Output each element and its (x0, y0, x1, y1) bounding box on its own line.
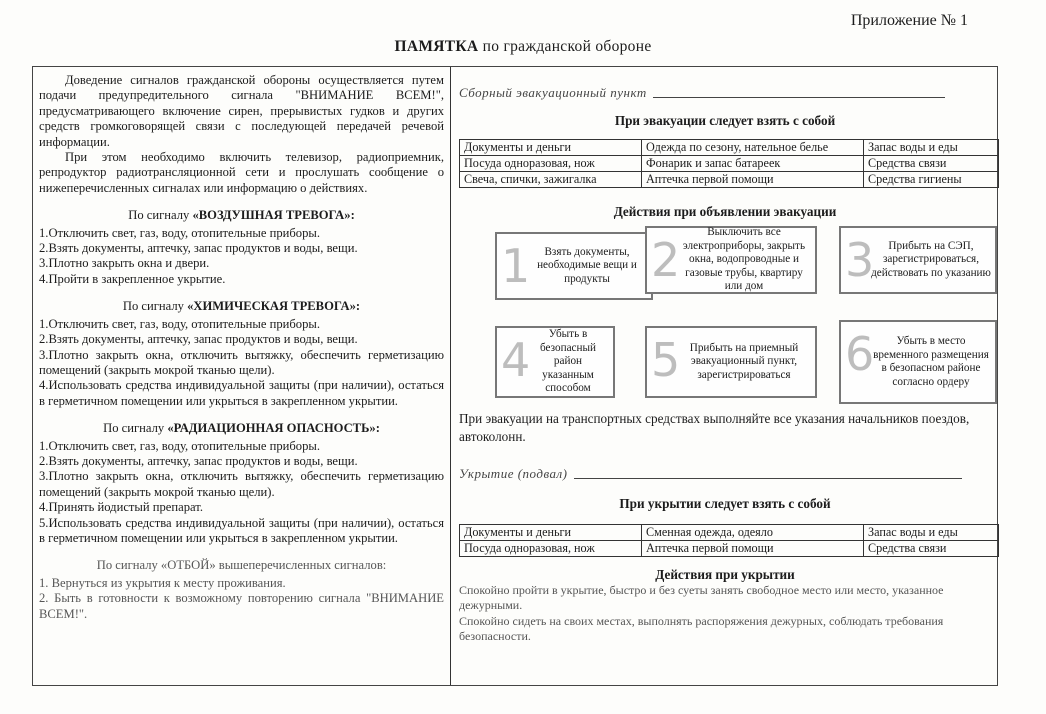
section-name: «ХИМИЧЕСКАЯ ТРЕВОГА»: (187, 299, 361, 314)
appendix-label: Приложение № 1 (850, 12, 968, 29)
list-item: 1.Отключить свет, газ, воду, отопительные приборы. (39, 438, 321, 453)
shelter-items-table (459, 524, 999, 557)
blank-line (574, 478, 962, 479)
step-text: Убыть в место временного размещения в безопасном районе согласно ордеру (873, 335, 989, 388)
intro-paragraph-2: При этом необходимо включить телевизор, радиоприемник, репродуктор радиотрансляционной сети и прослушать сообщение о нижеперечисленных сигналах или информацию о действиях. (39, 150, 444, 195)
shelter-action: Спокойно пройти в укрытие, быстро и без суеты занять свободное место или место, указанное дежурными. (459, 583, 944, 613)
evac-items-table (459, 139, 999, 188)
evac-take-heading: При эвакуации следует взять с собой (614, 113, 836, 128)
evac-point-label: Сборный эвакуационный пункт (459, 85, 647, 100)
page-title (0, 38, 1046, 56)
table-row (460, 525, 999, 541)
table-cell: Запас воды и еды (864, 140, 999, 156)
evacuation-column (453, 67, 997, 685)
list-item: 1.Отключить свет, газ, воду, отопительные приборы. (39, 225, 321, 240)
section-radiation (39, 421, 444, 546)
table-row (460, 140, 999, 156)
list-item: 2.Взять документы, аптечку, запас продуктов и воды, вещи. (39, 332, 358, 347)
step-number: 3 (845, 233, 875, 287)
list-item: 1. Вернуться из укрытия к месту проживания. (39, 575, 286, 590)
step-text: Выключить все электроприборы, закрыть окна, водопроводные и газовые трубы, квартиру или дом (682, 226, 806, 293)
table-cell: Средства связи (864, 156, 999, 172)
table-cell: Документы и деньги (460, 140, 642, 156)
list-item: 2.Взять документы, аптечку, запас продуктов и воды, вещи. (39, 241, 358, 256)
table-cell: Посуда одноразовая, нож (460, 156, 642, 172)
title-bold: ПАМЯТКА (394, 38, 479, 55)
step-box-1 (495, 232, 653, 300)
table-cell: Средства гигиены (864, 172, 999, 188)
intro-paragraph: Доведение сигналов гражданской обороны осуществляется путем подачи предупредительного сигнала "ВНИМАНИЕ ВСЕМ!", предусматривающего включение сирен, прерывистых гудков и других средств громкоговорящей связи с последующей передачей речевой информации. (39, 73, 444, 149)
list-item: 3.Плотно закрыть окна и двери. (39, 256, 210, 271)
table-cell: Свеча, спички, зажигалка (460, 172, 642, 188)
section-heading: По сигналу «ОТБОЙ» вышеперечисленных сигналов: (96, 558, 387, 573)
shelter-label: Укрытие (подвал) (459, 466, 568, 481)
list-item: 5.Использовать средства индивидуальной защиты (при наличии), остаться в герметичном помещении или укрыться в закрепленном укрытии. (39, 515, 444, 545)
step-box-6 (839, 320, 997, 404)
list-item: 3.Плотно закрыть окна, отключить вытяжку, обеспечить герметизацию помещений (закрыть мокрой тканью щели). (39, 469, 444, 499)
step-number: 6 (845, 327, 875, 381)
section-prefix: По сигналу (128, 208, 190, 223)
step-number: 1 (501, 239, 531, 293)
table-cell: Средства связи (864, 541, 999, 557)
list-item: 1.Отключить свет, газ, воду, отопительные приборы. (39, 316, 321, 331)
table-row (460, 541, 999, 557)
section-prefix: По сигналу (103, 421, 165, 436)
table-cell: Посуда одноразовая, нож (460, 541, 642, 557)
shelter-field (459, 466, 991, 482)
step-box-4 (495, 326, 615, 398)
table-cell: Документы и деньги (460, 525, 642, 541)
step-text: Взять документы, необходимые вещи и продукты (537, 245, 637, 285)
list-item: 4.Принять йодистый препарат. (39, 500, 203, 515)
memo-frame (32, 66, 998, 686)
evac-point-field (459, 85, 991, 101)
list-item: 4.Использовать средства индивидуальной защиты (при наличии), остаться в герметичном помещении или укрыться в закрепленном укрытии. (39, 378, 444, 408)
list-item: 4.Пройти в закрепленное укрытие. (39, 271, 226, 286)
shelter-actions-heading: Действия при укрытии (655, 567, 795, 582)
step-text: Прибыть на СЭП, зарегистрироваться, действовать по указанию (871, 239, 991, 279)
section-name: «РАДИАЦИОННАЯ ОПАСНОСТЬ»: (167, 421, 380, 436)
table-cell: Аптечка первой помощи (642, 541, 864, 557)
section-prefix: По сигналу (122, 299, 184, 314)
transport-note: При эвакуации на транспортных средствах выполняйте все указания начальников поездов, автоколонн. (459, 411, 970, 444)
section-name: «ВОЗДУШНАЯ ТРЕВОГА»: (192, 208, 355, 223)
step-box-3 (839, 226, 997, 294)
table-cell: Одежда по сезону, нательное белье (642, 140, 864, 156)
step-box-5 (645, 326, 817, 398)
signals-column (33, 67, 451, 685)
step-number: 5 (651, 333, 681, 387)
shelter-action: Спокойно сидеть на своих местах, выполнять распоряжения дежурных, соблюдать требования безопасности. (459, 613, 944, 644)
table-cell: Сменная одежда, одеяло (642, 525, 864, 541)
section-air-raid (39, 208, 444, 287)
step-text: Убыть в безопасный район указанным способом (539, 328, 596, 395)
title-rest: по гражданской обороне (482, 38, 652, 55)
list-item: 2.Взять документы, аптечку, запас продуктов и воды, вещи. (39, 453, 358, 468)
blank-line (653, 97, 945, 98)
section-chemical (39, 299, 444, 409)
step-text: Прибыть на приемный эвакуационный пункт, зарегистрироваться (689, 341, 799, 381)
table-cell: Аптечка первой помощи (642, 172, 864, 188)
step-number: 4 (501, 333, 531, 387)
table-row (460, 172, 999, 188)
section-heading (39, 208, 444, 223)
step-number: 2 (651, 233, 681, 287)
table-cell: Запас воды и еды (864, 525, 999, 541)
evac-actions-heading: Действия при объявлении эвакуации (613, 204, 837, 219)
table-row (460, 156, 999, 172)
list-item: 2. Быть в готовности к возможному повторению сигнала "ВНИМАНИЕ ВСЕМ!". (39, 591, 444, 621)
shelter-take-heading: При укрытии следует взять с собой (619, 496, 831, 511)
step-box-2 (645, 226, 817, 294)
section-heading (39, 299, 444, 314)
table-cell: Фонарик и запас батареек (642, 156, 864, 172)
list-item: 3.Плотно закрыть окна, отключить вытяжку, обеспечить герметизацию помещений (закрыть мокрой тканью щели). (39, 347, 444, 377)
section-all-clear (39, 558, 444, 622)
evac-steps-diagram (459, 226, 999, 404)
section-heading (39, 421, 444, 436)
